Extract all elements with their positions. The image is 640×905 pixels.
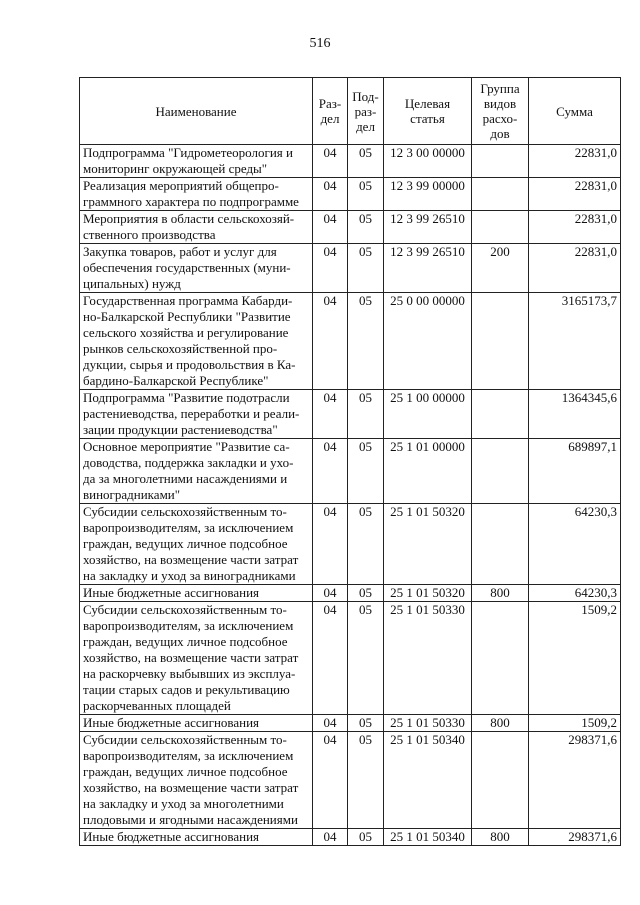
row-expense-group: 800 (472, 715, 529, 732)
row-target-article: 25 1 01 50330 (384, 602, 472, 715)
row-section: 04 (313, 211, 348, 244)
row-target-article: 25 0 00 00000 (384, 293, 472, 390)
row-target-article: 12 3 99 26510 (384, 211, 472, 244)
row-sum: 3165173,7 (529, 293, 621, 390)
row-sum: 298371,6 (529, 829, 621, 846)
row-target-article: 25 1 01 50320 (384, 585, 472, 602)
row-section: 04 (313, 145, 348, 178)
row-subsection: 05 (348, 244, 384, 293)
row-name: Основное мероприятие "Развитие са- доводства, поддержка закладки и ухо- да за многолетними насаждениями и виноградниками" (80, 439, 313, 504)
table-row (80, 715, 621, 732)
row-section: 04 (313, 585, 348, 602)
row-name: Субсидии сельскохозяйственным то- варопроизводителям, за исключением граждан, ведущих личное подсобное хозяйство, на возмещение части затрат на закладку и уход за виноградниками (80, 504, 313, 585)
header-name: Наименование (80, 78, 313, 145)
row-section: 04 (313, 602, 348, 715)
table-row (80, 145, 621, 178)
row-name: Закупка товаров, работ и услуг для обеспечения государственных (муни- ципальных) нужд (80, 244, 313, 293)
table-row (80, 585, 621, 602)
table-row (80, 439, 621, 504)
row-expense-group (472, 439, 529, 504)
row-target-article: 25 1 01 50340 (384, 829, 472, 846)
row-subsection: 05 (348, 715, 384, 732)
row-name: Иные бюджетные ассигнования (80, 585, 313, 602)
row-section: 04 (313, 439, 348, 504)
row-subsection: 05 (348, 829, 384, 846)
row-sum: 1509,2 (529, 715, 621, 732)
row-subsection: 05 (348, 585, 384, 602)
header-section: Раз- дел (313, 78, 348, 145)
row-name: Реализация мероприятий общепро- граммного характера по подпрограмме (80, 178, 313, 211)
row-name: Субсидии сельскохозяйственным то- варопроизводителям, за исключением граждан, ведущих личное подсобное хозяйство, на возмещение части затрат на раскорчевку выбывших из эксплуа- тации старых садов и рекультивацию раскорчеванных площадей (80, 602, 313, 715)
table-row (80, 178, 621, 211)
row-section: 04 (313, 390, 348, 439)
row-expense-group (472, 145, 529, 178)
row-sum: 22831,0 (529, 244, 621, 293)
row-subsection: 05 (348, 145, 384, 178)
row-target-article: 12 3 00 00000 (384, 145, 472, 178)
row-expense-group: 800 (472, 829, 529, 846)
table-row (80, 244, 621, 293)
header-expense-group: Группа видов расхо- дов (472, 78, 529, 145)
table-row (80, 390, 621, 439)
row-subsection: 05 (348, 602, 384, 715)
row-sum: 22831,0 (529, 211, 621, 244)
row-subsection: 05 (348, 293, 384, 390)
table-body (80, 145, 621, 846)
header-sum: Сумма (529, 78, 621, 145)
row-target-article: 25 1 01 50340 (384, 732, 472, 829)
row-expense-group (472, 602, 529, 715)
row-name: Мероприятия в области сельскохозяй- ственного производства (80, 211, 313, 244)
row-expense-group (472, 211, 529, 244)
row-name: Иные бюджетные ассигнования (80, 829, 313, 846)
row-subsection: 05 (348, 504, 384, 585)
row-target-article: 25 1 01 00000 (384, 439, 472, 504)
row-subsection: 05 (348, 732, 384, 829)
row-sum: 689897,1 (529, 439, 621, 504)
row-section: 04 (313, 178, 348, 211)
row-expense-group: 200 (472, 244, 529, 293)
row-target-article: 25 1 00 00000 (384, 390, 472, 439)
table-row (80, 829, 621, 846)
table-row (80, 732, 621, 829)
row-expense-group (472, 178, 529, 211)
row-expense-group (472, 504, 529, 585)
header-subsection: Под- раз- дел (348, 78, 384, 145)
row-target-article: 12 3 99 26510 (384, 244, 472, 293)
row-subsection: 05 (348, 439, 384, 504)
row-section: 04 (313, 829, 348, 846)
row-expense-group (472, 732, 529, 829)
row-sum: 1364345,6 (529, 390, 621, 439)
row-sum: 64230,3 (529, 585, 621, 602)
row-subsection: 05 (348, 390, 384, 439)
table-row (80, 293, 621, 390)
row-target-article: 25 1 01 50320 (384, 504, 472, 585)
row-target-article: 12 3 99 00000 (384, 178, 472, 211)
table-header-row (80, 78, 621, 145)
row-target-article: 25 1 01 50330 (384, 715, 472, 732)
row-section: 04 (313, 732, 348, 829)
row-sum: 1509,2 (529, 602, 621, 715)
row-name: Государственная программа Кабарди- но-Балкарской Республики "Развитие сельского хозяйства и регулирование рынков сельскохозяйственной про- дукции, сырья и продовольствия в Ка- бардино-Балкарской Республике" (80, 293, 313, 390)
row-expense-group: 800 (472, 585, 529, 602)
row-expense-group (472, 293, 529, 390)
row-name: Подпрограмма "Развитие подотрасли растениеводства, переработки и реали- зации продукции растениеводства" (80, 390, 313, 439)
table-row (80, 602, 621, 715)
row-expense-group (472, 390, 529, 439)
header-target-article: Целевая статья (384, 78, 472, 145)
row-name: Подпрограмма "Гидрометеорология и мониторинг окружающей среды" (80, 145, 313, 178)
budget-table (79, 77, 621, 846)
row-subsection: 05 (348, 211, 384, 244)
row-subsection: 05 (348, 178, 384, 211)
row-sum: 64230,3 (529, 504, 621, 585)
row-section: 04 (313, 715, 348, 732)
row-section: 04 (313, 293, 348, 390)
table-row (80, 211, 621, 244)
row-sum: 22831,0 (529, 178, 621, 211)
row-name: Субсидии сельскохозяйственным то- варопроизводителям, за исключением граждан, ведущих личное подсобное хозяйство, на возмещение части затрат на закладку и уход за многолетними плодовыми и ягодными насаждениями (80, 732, 313, 829)
row-sum: 298371,6 (529, 732, 621, 829)
row-sum: 22831,0 (529, 145, 621, 178)
row-section: 04 (313, 244, 348, 293)
table-row (80, 504, 621, 585)
row-section: 04 (313, 504, 348, 585)
row-name: Иные бюджетные ассигнования (80, 715, 313, 732)
page-number: 516 (309, 36, 331, 51)
